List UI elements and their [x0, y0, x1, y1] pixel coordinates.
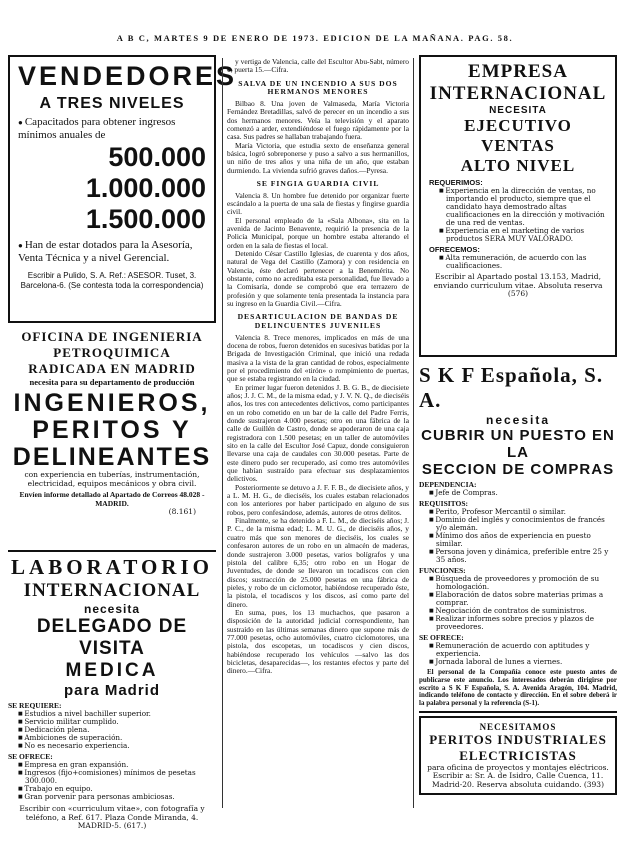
ad-desc: con experiencia en tuberías, instrumentación, electricidad, equipos mecánicos y obra civil. [24, 470, 200, 488]
ad-needs: necesita para su departamento de producción [29, 377, 195, 387]
ad-needs: necesita [485, 413, 551, 427]
list-item: ■ Gran porvenir para personas ambiciosas. [18, 793, 216, 801]
ad-headline: DELINEANTES [12, 443, 212, 471]
amount: 1.500.000 [85, 204, 206, 234]
list-label: SE OFRECE: [8, 752, 53, 761]
list-item: ■ Estudios a nivel bachiller superior. [18, 710, 216, 718]
list-item: ■ Persona joven y dinámica, preferible entre 25 y 35 años. [429, 548, 617, 564]
divider [8, 550, 216, 552]
dependency-list [419, 489, 617, 497]
offers-list [8, 761, 216, 801]
list-item: ■ Búsqueda de proveedores y promoción de su homologación. [429, 575, 617, 591]
ad-needs: NECESITA [489, 105, 547, 116]
ad-line: RADICADA EN MADRID [28, 361, 196, 376]
list-item: ■ No es necesario experiencia. [18, 742, 216, 750]
list-item: ■ Trabajo en equipo. [18, 785, 216, 793]
article-headline: DESARTICULACION DE BANDAS DE DELINCUENTES JUVENILES [237, 312, 399, 330]
page-header: A B C, MARTES 9 DE ENERO DE 1973. EDICION DE LA MAÑANA. PAG. 58. [116, 33, 514, 43]
ad-contact: El personal de la Compañía conoce este puesto antes de publicarse este anuncio. Los interesados deberán dirigirse por escrito a S K F Española, S. A. Avenida Aragón, 104. Madrid, indicando teléfono de contacto y dirección. En el sobre deberá ir la palabra personal y la referencia (S-1). [419, 668, 617, 708]
requirements-list [8, 710, 216, 750]
list-label: FUNCIONES: [419, 566, 466, 575]
article-paragraph: María Victoria, que estudia sexto de enseñanza general básica, logró sobreponerse y puso a salvo a sus hermanillos, un niño de tres años y una niña de un año, que estaban durmiendo. La vivienda sufrió graves daños.—Pyresa. [227, 140, 409, 175]
article-paragraph: Bilbao 8. Una joven de Valmaseda, María Victoria Fernández Bretadillas, salvó de perecer en un incendio a sus dos hermanos menores. Veía la televisión y el aparato comenzó a arder, extendiéndose el fuego rápidamente por la casa. Sus padres se hallaban trabajando fuera. [227, 98, 409, 142]
list-item: ■ Perito, Profesor Mercantil o similar. [429, 508, 617, 516]
ad-headline: PERITOS Y [32, 416, 192, 444]
divider [419, 711, 617, 713]
ad-headline: INGENIEROS, [13, 389, 211, 417]
list-item: ■ Dominio del inglés y conocimientos de francés y/o alemán. [429, 516, 617, 532]
ad-line: INTERNACIONAL [429, 83, 607, 104]
list-item: ■ Experiencia en el marketing de varios productos SERA MUY VALORADO. [439, 227, 607, 243]
ad-line: EMPRESA [468, 61, 568, 82]
offers-list [429, 254, 607, 270]
ad-headline: SECCION DE COMPRAS [421, 461, 615, 478]
list-label: SE OFRECE: [419, 633, 464, 642]
amount: 1.000.000 [85, 173, 206, 203]
list-item: ■ Mínimo dos años de experiencia en puesto similar. [429, 532, 617, 548]
article-paragraph: Finalmente, se ha detenido a F. L. M., de dieciséis años; J. P. C., de la misma edad; L. M. U. G., de dieciséis años, y cuatro más que son menores de dieciséis, los cuales se confesaron autores de un robo en un almacén de maderas, donde sustrajeron 3.000 pesetas, varios bolígrafos y una pistola del calibre 6,35; otro robo en un Hogar de Juventudes, de donde se llevaron un tocadiscos con cien discos; sustracción de 25.000 pesetas en una fábrica de pieles, y robo de un ciclomotor, habiéndose recuperado éste, la pistola, el tocadiscos y los discos, así como parte del dinero. [227, 516, 409, 609]
ad-headline: PERITOS INDUSTRIALES [429, 731, 607, 747]
list-item: ■ Remuneración de acuerdo con aptitudes y experiencia. [429, 642, 617, 658]
list-item: ■ Experiencia en la dirección de ventas, no importando el producto, siempre que el candidato haya demostrado altas cualificaciones en la dirección y motivación de una red de ventas. [439, 187, 607, 227]
ad-brand: S K F Española, S. A. [419, 363, 604, 412]
article-headline: SALVA DE UN INCENDIO A SUS DOS HERMANOS MENORES [238, 78, 398, 97]
list-item: ■ Dedicación plena. [18, 726, 216, 734]
list-item: ■ Alta remuneración, de acuerdo con las cualificaciones. [439, 254, 607, 270]
ad-contact: Escribir con «curriculum vitae», con fotografía y teléfono, a Ref. 617. Plaza Conde Miranda, 4. MADRID-5. (617.) [19, 804, 205, 830]
ad-title: VENDEDORES [18, 61, 238, 91]
article-paragraph: Valencia 8. Un hombre fue detenido por organizar fuerte escándalo a la puerta de una sala de fiestas y fingirse guardia civil. [227, 190, 409, 217]
requirements-list [419, 508, 617, 564]
requirements-list [429, 187, 607, 243]
ad-headline: ELECTRICISTAS [459, 747, 577, 763]
left-column [8, 55, 238, 831]
list-item: ■ Realizar informes sobre precios y plazos de proveedores. [429, 615, 617, 631]
list-item: ■ Jornada laboral de lunes a viernes. [429, 658, 617, 666]
article-paragraph: y vertiga de Valencia, calle del Escultor Abu-Sabt, número 6, puerta 15.—Cifra. [227, 57, 409, 75]
list-label: DEPENDENCIA: [419, 480, 477, 489]
ad-place: para Madrid [63, 682, 161, 699]
list-label: REQUERIMOS: [429, 178, 483, 187]
right-column [419, 55, 617, 795]
ad-headline: MEDICA [65, 660, 159, 681]
article-paragraph: Detenido César Castillo Iglesias, de cuarenta y dos años, natural de Vega del Castillo (Zamora) y con residencia en Valencia, éste declaró pertenecer a la Benemérita. No obstante, como no acreditaba esta personalidad, fue llevado a la Comisaría, donde se comprobó que era terrazero de profesión y que solamente tenía presentada la instancia para su ingreso en la Guardia Civil.—Cifra. [227, 248, 409, 309]
ad-subtitle: A TRES NIVELES [39, 95, 185, 112]
ad-contact: Envíen informe detallado al Apartado de Correos 48.028 - MADRID. [19, 490, 205, 508]
ad-desc: para oficina de proyectos y montajes eléctricos. Escribir a: Sr. A. de Isidro, Calle Cuenca, 11. Madrid-20. Reserva absoluta cuidando. (393) [427, 762, 609, 789]
list-item: ■ Elaboración de datos sobre materias primas a comprar. [429, 591, 617, 607]
list-label: SE REQUIERE: [8, 701, 62, 710]
ad-headline: ALTO NIVEL [460, 156, 576, 175]
amount: 500.000 [108, 142, 206, 172]
list-item: ■ Ambiciones de superación. [18, 734, 216, 742]
ad-empresa [419, 55, 617, 357]
ad-headline: EJECUTIVO VENTAS [464, 116, 572, 155]
ad-line: INTERNACIONAL [23, 580, 201, 601]
news-column [222, 58, 414, 808]
article-paragraph: Posteriormente se detuvo a J. F. F. B., de diecisiete años, y a L. M. H. G., de dieciséis, los cuales estaban relacionados con los anteriores por haber participado en alguno de sus robos, pero confesándose, además, autores de otros delitos. [227, 482, 409, 517]
offers-list [419, 642, 617, 666]
ad-bullet: ● Han de estar dotados para la Asesoría, Venta Técnica y a nivel Gerencial. [18, 239, 206, 265]
list-item: ■ Ingresos (fijo+comisiones) mínimos de pesetas 300.000. [18, 769, 216, 785]
list-item: ■ Empresa en gran expansión. [18, 761, 216, 769]
list-label: REQUISITOS: [419, 499, 469, 508]
ad-peritos [419, 716, 617, 796]
article-paragraph: El personal empleado de la «Sala Albona», sita en la avenida de Jacinto Benavente, requirió la presencia de la Policía Municipal, porque un hombre estaba alterando el orden en la sala de fiestas el local. [227, 215, 409, 250]
list-label: OFRECEMOS: [429, 245, 480, 254]
ad-line: PETROQUIMICA [53, 345, 171, 360]
ad-bullet: ● Capacitados para obtener ingresos mínimos anuales de [18, 116, 206, 142]
functions-list [419, 575, 617, 631]
ad-laboratorio [8, 555, 216, 831]
ad-vendedores [8, 55, 238, 323]
list-item: ■ Servicio militar cumplido. [18, 718, 216, 726]
article-paragraph: En suma, pues, los 13 muchachos, que pasaron a disposición de la autoridad judicial correspondiente, han sustraído en las últimas semanas dinero que supone más de 77.000 pesetas, ocho automóviles, cuatro ciclomotores, una pistola, dos escopetas, un tocadiscos y cien discos, habiéndose recuperado los vehículos —salvo las dos bicicletas, desaparecidas—, los restantes efectos y parte del dinero.—Cifra. [227, 607, 409, 676]
ad-headline: CUBRIR UN PUESTO EN LA [421, 427, 615, 461]
ad-needs: NECESITAMOS [479, 721, 557, 732]
ad-oficina [8, 329, 216, 547]
ad-line: OFICINA DE INGENIERIA [21, 329, 203, 344]
list-item: ■ Negociación de contratos de suministros. [429, 607, 617, 615]
article-paragraph: Valencia 8. Trece menores, implicados en más de una docena de robos, fueron detenidos en sucesivas batidas por la Brigada de Investigación Criminal, que inició una redada masiva a la vista de la gran cantidad de robos, especialmente por el procedimiento del «tirón» o rompimiento de puertas, que se estaba registrando en la ciudad. [227, 332, 409, 384]
ad-contact: Escribir a Pulido, S. A. Ref.: ASESOR. Tuset, 3. Barcelona-6. (Se contesta toda la correspondencia) [20, 271, 204, 290]
ad-line: LABORATORIO [11, 555, 213, 579]
ad-needs: necesita [83, 602, 141, 616]
ad-headline: DELEGADO DE VISITA [36, 616, 188, 659]
list-item: ■ Jefe de Compras. [429, 489, 617, 497]
ad-contact: Escribir al Apartado postal 13.153, Madrid, enviando curriculum vitae. Absoluta reserva (576) [433, 272, 603, 298]
article-paragraph: En primer lugar fueron detenidos J. B. G. B., de diecisiete años; J. J. C. M., de la misma edad, y J. V. N. Q., de dieciséis años, los tres con antecedentes delictivos, como participantes en un robo cometido en un bar de la calle del Padre Ferris, donde sustrajeron 4.000 pesetas; otro en una fábrica de la calle de Guillén de Castro, donde se apoderaron de una caja registradora con 1.500 pesetas; en un taller de automóviles sito en la calle del Escultor José Capuz, donde consiguieron llevarse una caja de caudales con 30.000 pesetas. Parte de este dinero pudo ser recuperado, así como tres automóviles que habían sustraído para efectuar sus desplazamientos delictivos. [227, 382, 409, 484]
ad-skf [419, 363, 617, 708]
ad-ref: (8.161) [168, 507, 196, 516]
article-headline: SE FINGIA GUARDIA CIVIL [256, 178, 380, 188]
